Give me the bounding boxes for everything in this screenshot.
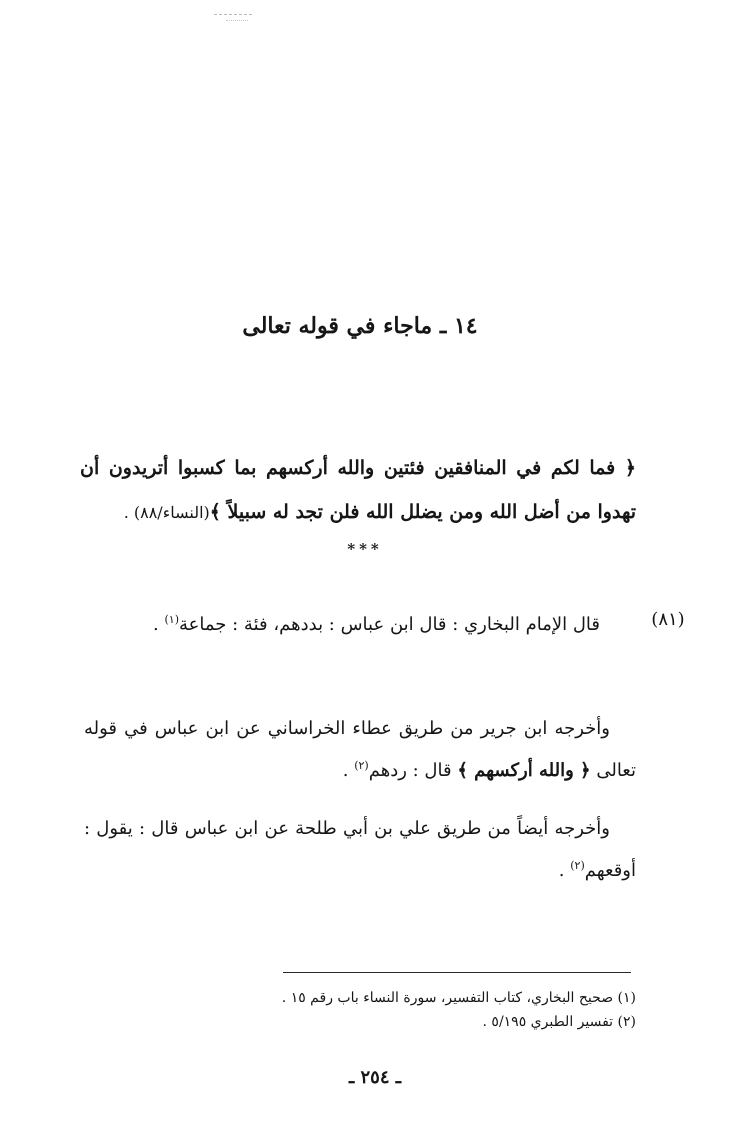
scan-mark (214, 14, 252, 15)
hadith-number: (٨١) (651, 609, 685, 630)
hadith-paragraph (84, 708, 636, 792)
footnote-marker[interactable]: (١) (164, 613, 179, 626)
paragraph-end: . (153, 614, 165, 635)
paragraph-text: قال : ردهم (368, 760, 452, 781)
paragraph-text: وأخرجه أيضاً من طريق علي بن أبي طلحة عن ابن عباس قال : يقول : أوقعهم (84, 818, 636, 881)
paragraph-text: وأخرجه ابن جرير من طريق عطاء الخراساني عن ابن عباس في قوله تعالى (84, 718, 636, 781)
scan-mark-dotted (226, 20, 248, 21)
footnote-item: (٢) تفسير الطبري ٥/١٩٥ . (482, 1014, 636, 1030)
chapter-title: ١٤ ـ ماجاء في قوله تعالى (242, 313, 478, 339)
section-separator: *** (347, 540, 383, 558)
footnote-marker[interactable]: (٢) (570, 859, 585, 872)
quoted-verse: ﴿ والله أركسهم ﴾ (457, 760, 591, 781)
footnotes (200, 986, 636, 1034)
verse-reference: (النساء/٨٨) . (123, 503, 210, 522)
footnote-marker[interactable]: (٢) (354, 759, 369, 772)
footnote-divider (283, 972, 631, 973)
paragraph-end: . (342, 760, 355, 781)
quran-verse (80, 446, 636, 535)
paragraph-text: قال الإمام البخاري : قال ابن عباس : بددهم، فئة : جماعة (179, 614, 600, 635)
page-number: ـ ٢٥٤ ـ (348, 1067, 402, 1088)
hadith-paragraph (84, 604, 636, 646)
hadith-paragraph (84, 808, 636, 892)
verse-close-bracket: ﴾ (209, 501, 221, 523)
paragraph-end: . (558, 860, 571, 881)
verse-open-bracket: ﴿ (624, 457, 636, 479)
footnote-item: (١) صحيح البخاري، كتاب التفسير، سورة النساء باب رقم ١٥ . (281, 990, 636, 1006)
verse-text: فما لكم في المنافقين فئتين والله أركسهم بما كسبوا أتريدون أن تهدوا من أضل الله ومن يضلل الله فلن تجد له سبيلاً (80, 457, 636, 523)
